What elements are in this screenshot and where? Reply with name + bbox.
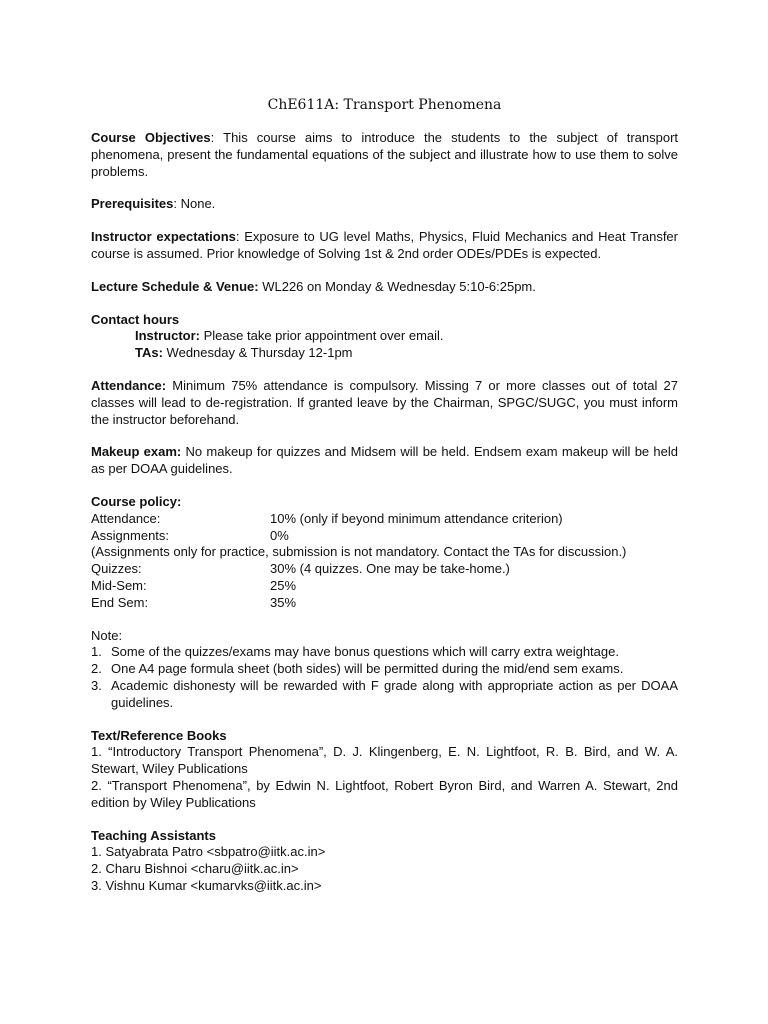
course-objectives — [91, 130, 678, 180]
reference-book-2: 2. “Transport Phenomena”, by Edwin N. Lightfoot, Robert Byron Bird, and Warren A. Stewart, 2nd edition by Wiley Publications — [91, 777, 678, 810]
attendance-text: Minimum 75% attendance is compulsory. Missing 7 or more classes out of total 27 classes will lead to de-registration. If granted leave by the Chairman, SPGC/SUGC, you must inform the instructor beforehand. — [91, 377, 678, 427]
policy-row-assignments — [91, 528, 678, 545]
contact-hours-heading: Contact hours — [91, 311, 180, 327]
list-item — [91, 661, 678, 678]
course-policy-heading: Course policy: — [91, 493, 182, 509]
notes-heading: Note: — [91, 627, 123, 643]
policy-assignments-note: (Assignments only for practice, submission is not mandatory. Contact the TAs for discussion.) — [91, 544, 627, 560]
document-content — [91, 96, 678, 895]
teaching-assistant-3: 3. Vishnu Kumar <kumarvks@iitk.ac.in> — [91, 877, 322, 893]
contact-tas-label: TAs: — [135, 345, 163, 361]
lecture-schedule-label: Lecture Schedule & Venue: — [91, 278, 259, 294]
list-item-number: 2. — [91, 661, 102, 677]
list-item-number: 3. — [91, 677, 102, 693]
list-item-text: Academic dishonesty will be rewarded with F grade along with appropriate action as per DOAA guidelines. — [111, 677, 678, 710]
policy-row-quizzes — [91, 561, 678, 578]
teaching-assistants-heading: Teaching Assistants — [91, 827, 216, 843]
policy-value: 25% — [270, 577, 297, 593]
policy-key: End Sem: — [91, 594, 149, 610]
teaching-assistant-2: 2. Charu Bishnoi <charu@iitk.ac.in> — [91, 861, 299, 877]
instructor-expectations-label: Instructor expectations — [91, 229, 236, 245]
policy-key: Assignments: — [91, 527, 170, 543]
lecture-schedule-text: WL226 on Monday & Wednesday 5:10-6:25pm. — [258, 278, 536, 294]
attendance-label: Attendance: — [91, 377, 167, 393]
course-objectives-label: Course Objectives — [91, 130, 211, 145]
policy-row-attendance — [91, 511, 678, 528]
contact-instructor — [91, 328, 678, 345]
instructor-expectations — [91, 229, 678, 263]
policy-value: 10% (only if beyond minimum attendance criterion) — [270, 510, 563, 526]
policy-key: Attendance: — [91, 510, 161, 526]
policy-value: 0% — [270, 527, 289, 543]
contact-tas-text: Wednesday & Thursday 12-1pm — [162, 345, 353, 361]
reference-book-1: 1. “Introductory Transport Phenomena”, D. J. Klingenberg, E. N. Lightfoot, R. B. Bird, and W. A. Stewart, Wiley Publications — [91, 744, 678, 777]
course-policy — [91, 494, 678, 612]
makeup-exam — [91, 444, 678, 478]
list-item-number: 1. — [91, 644, 102, 660]
contact-instructor-label: Instructor: — [135, 328, 200, 344]
makeup-exam-text: No makeup for quizzes and Midsem will be held. Endsem exam makeup will be held as per DOAA guidelines. — [91, 444, 679, 477]
contact-instructor-text: Please take prior appointment over email. — [200, 328, 444, 344]
list-item-text: One A4 page formula sheet (both sides) will be permitted during the mid/end sem exams. — [111, 661, 624, 677]
prerequisites-text: : None. — [173, 196, 216, 212]
list-item — [91, 678, 678, 712]
notes — [91, 628, 678, 712]
policy-key: Quizzes: — [91, 561, 142, 577]
policy-row-midsem — [91, 578, 678, 595]
prerequisites — [91, 196, 678, 213]
policy-value: 30% (4 quizzes. One may be take-home.) — [270, 561, 510, 577]
policy-row-endsem — [91, 595, 678, 612]
course-objectives-text: : This course aims to introduce the students to the subject of transport phenomena, present the fundamental equations of the subject and illustrate how to use them to solve problems. — [91, 130, 679, 179]
teaching-assistants — [91, 828, 678, 895]
list-item — [91, 644, 678, 661]
page-title: ChE611A: Transport Phenomena — [267, 97, 502, 113]
policy-value: 35% — [270, 594, 297, 610]
makeup-exam-label: Makeup exam: — [91, 444, 182, 460]
notes-list — [91, 644, 678, 711]
prerequisites-label: Prerequisites — [91, 196, 174, 212]
list-item-text: Some of the quizzes/exams may have bonus questions which will carry extra weightage. — [111, 644, 619, 660]
reference-books-heading: Text/Reference Books — [91, 727, 227, 743]
policy-key: Mid-Sem: — [91, 577, 147, 593]
attendance — [91, 378, 678, 428]
reference-books — [91, 728, 678, 812]
teaching-assistant-1: 1. Satyabrata Patro <sbpatro@iitk.ac.in> — [91, 844, 326, 860]
contact-tas — [91, 345, 678, 362]
instructor-expectations-text: : Exposure to UG level Maths, Physics, Fluid Mechanics and Heat Transfer course is assumed. Prior knowledge of Solving 1st & 2nd order ODEs/PDEs is expected. — [91, 229, 678, 261]
lecture-schedule — [91, 279, 678, 296]
contact-hours — [91, 312, 678, 362]
